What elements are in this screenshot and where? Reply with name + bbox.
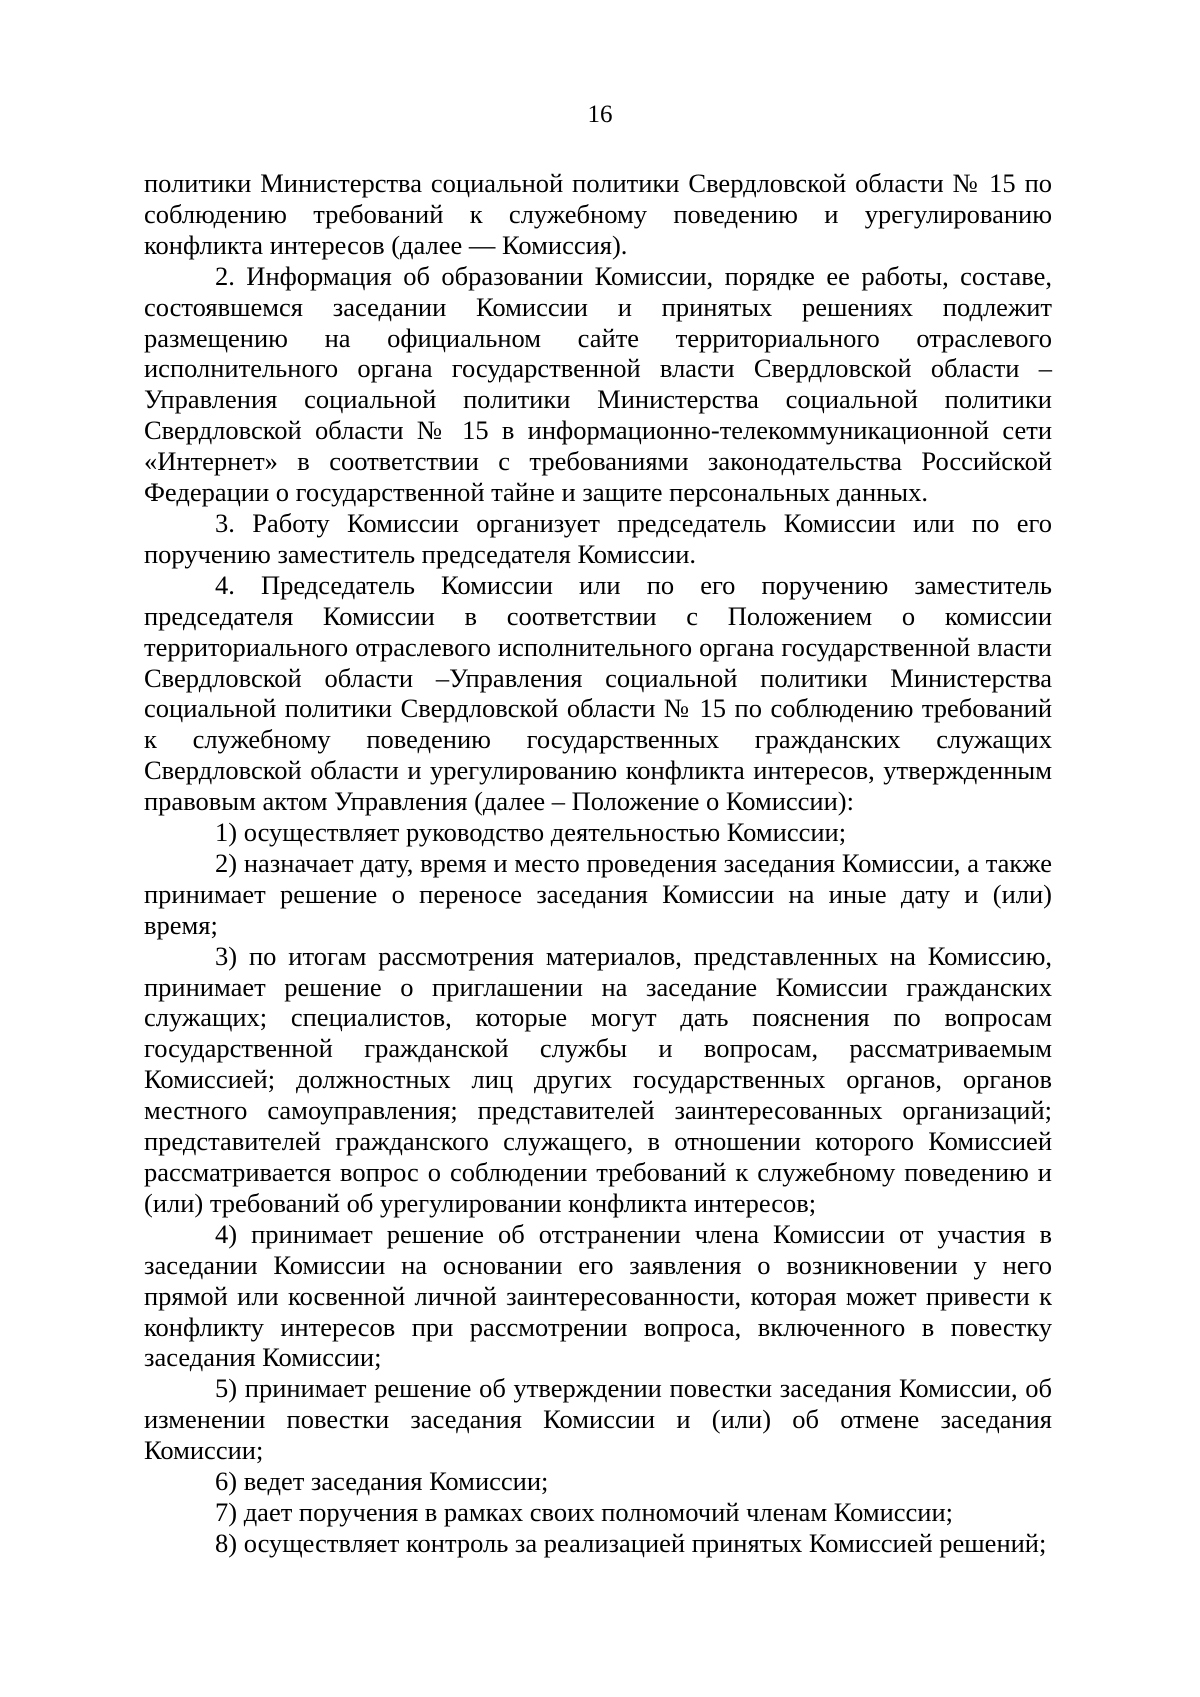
paragraph-commission-name-continued: политики Министерства социальной политики Свердловской области № 15 по соблюдению требований к служебному поведению и урегулированию конфликта интересов (далее — Комиссия). (144, 168, 1052, 260)
subitem-3-invitations: 3) по итогам рассмотрения материалов, представленных на Комиссию, принимает решение о приглашении на заседание Комиссии гражданских служащих; специалистов, которые могут дать пояснения по вопросам государственной гражданской службы и вопросам, рассматриваемым Комиссией; должностных лиц других государственных органов, органов местного самоуправления; представителей заинтересованных организаций; представителей гражданского служащего, в отношении которого Комиссией рассматривается вопрос о соблюдении требований к служебному поведению и (или) требований об урегулировании конфликта интересов; (144, 940, 1052, 1218)
subitem-5-agenda: 5) принимает решение об утверждении повестки заседания Комиссии, об изменении повестки заседания Комиссии и (или) об отмене заседания Комиссии; (144, 1373, 1052, 1466)
subitem-2-scheduling: 2) назначает дату, время и место проведения заседания Комиссии, а также принимает решение о переносе заседания Комиссии на иные дату и (или) время; (144, 847, 1052, 940)
document-body (144, 168, 1052, 1559)
page-number: 16 (587, 101, 613, 128)
subitem-4-removal: 4) принимает решение об отстранении члена Комиссии от участия в заседании Комиссии на основании его заявления о возникновении у него прямой или косвенной личной заинтересованности, которая может привести к конфликту интересов при рассмотрении вопроса, включенного в повестку заседания Комиссии; (144, 1218, 1052, 1373)
paragraph-item-3-organization: 3. Работу Комиссии организует председатель Комиссии или по его поручению заместитель председателя Комиссии. (144, 507, 1052, 569)
subitem-1-leadership: 1) осуществляет руководство деятельностью Комиссии; (215, 817, 847, 848)
paragraph-item-4-chairman: 4. Председатель Комиссии или по его поручению заместитель председателя Комиссии в соответствии с Положением о комиссии территориального отраслевого исполнительного органа государственной власти Свердловской области –Управления социальной политики Министерства социальной политики Свердловской области № 15 по соблюдению требований к служебному поведению государственных гражданских служащих Свердловской области и урегулированию конфликта интересов, утвержденным правовым актом Управления (далее – Положение о Комиссии): (144, 569, 1052, 817)
subitem-7-instructions: 7) дает поручения в рамках своих полномочий членам Комиссии; (215, 1496, 954, 1527)
paragraph-item-2-information: 2. Информация об образовании Комиссии, порядке ее работы, составе, состоявшемся заседании Комиссии и принятых решениях подлежит размещению на официальном сайте территориального отраслевого исполнительного органа государственной власти Свердловской области – Управления социальной политики Министерства социальной политики Свердловской области № 15 в информационно-телекоммуникационной сети «Интернет» в соответствии с требованиями законодательства Российской Федерации о государственной тайне и защите персональных данных. (144, 260, 1052, 508)
subitem-8-control: 8) осуществляет контроль за реализацией принятых Комиссией решений; (215, 1527, 1047, 1558)
subitem-6-meetings: 6) ведет заседания Комиссии; (215, 1466, 549, 1497)
